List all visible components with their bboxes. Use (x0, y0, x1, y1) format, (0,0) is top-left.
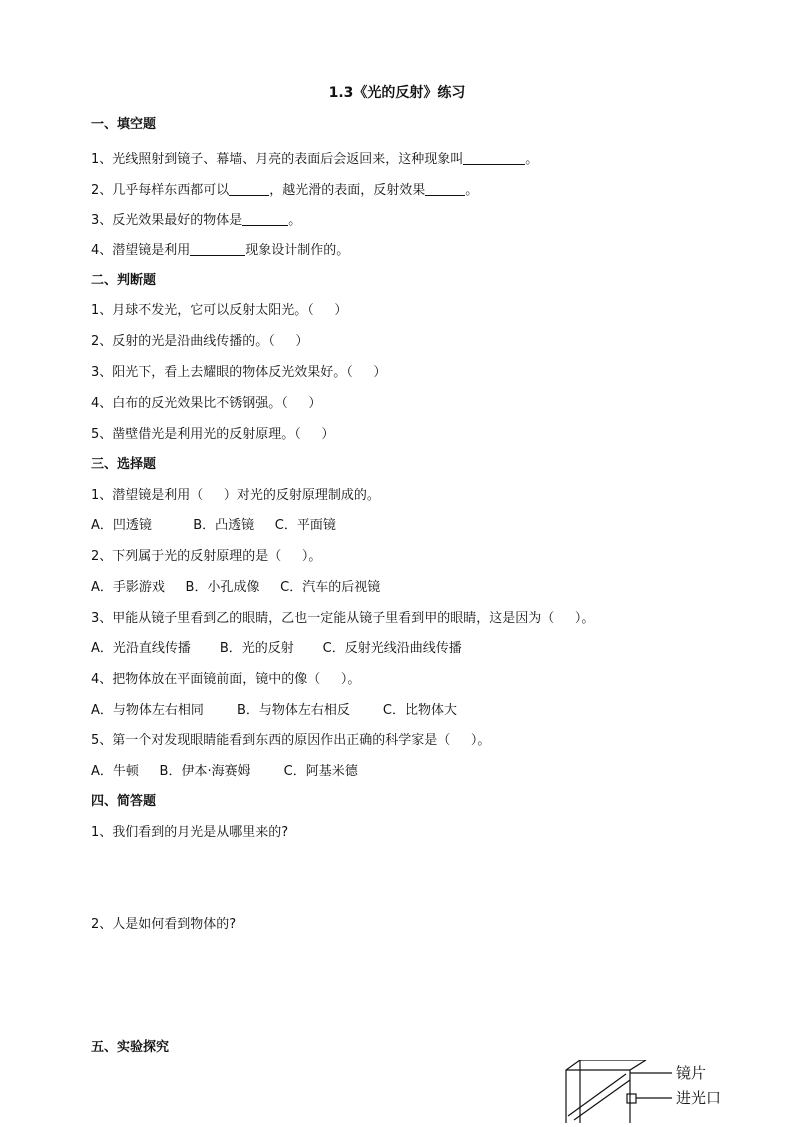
section-choice: 三、选择题 (91, 457, 157, 472)
inlet-label: 进光口 (676, 1089, 722, 1107)
fill-q2-blank-2[interactable] (425, 183, 465, 196)
periscope-mirror-line (568, 1074, 626, 1116)
judge-question: 3、阳光下，看上去耀眼的物体反光效果好。（ ） (91, 365, 387, 380)
periscope-box-corner (630, 1060, 646, 1070)
choice-question: 4、把物体放在平面镜前面，镜中的像（ ）。 (91, 672, 361, 687)
fill-q2-blank-1[interactable] (229, 183, 269, 196)
choice-question: 5、第一个对发现眼睛能看到东西的原因作出正确的科学家是（ ）。 (91, 733, 491, 748)
section-fill: 一、填空题 (91, 117, 157, 132)
choice-question: 3、甲能从镜子里看到乙的眼睛，乙也一定能从镜子里看到甲的眼睛，这是因为（ ）。 (91, 611, 595, 626)
periscope-drawing (560, 1060, 794, 1123)
choice-options: A．与物体左右相同 B．与物体左右相反 C．比物体大 (91, 703, 458, 718)
fill-question-1 (91, 152, 538, 168)
fill-q3-end: 。 (288, 213, 302, 228)
periscope-figure (560, 1060, 794, 1123)
choice-question: 2、下列属于光的反射原理的是（ ）。 (91, 549, 322, 564)
fill-q2-mid: ，越光滑的表面，反射效果 (269, 183, 426, 198)
light-inlet-square (627, 1094, 636, 1103)
choice-options: A．牛顿 B．伊本·海赛姆 C．阿基米德 (91, 764, 358, 779)
section-experiment: 五、实验探究 (91, 1040, 170, 1055)
judge-question: 1、月球不发光，它可以反射太阳光。（ ） (91, 303, 348, 318)
page-title: 1.3《光的反射》练习 (328, 85, 466, 101)
section-judge: 二、判断题 (91, 273, 157, 288)
fill-q2-text: 2、几乎每样东西都可以 (91, 183, 230, 198)
fill-q4-end: 现象设计制作的。 (245, 243, 350, 258)
judge-question: 5、凿壁借光是利用光的反射原理。（ ） (91, 427, 335, 442)
choice-question: 1、潜望镜是利用（ ）对光的反射原理制成的。 (91, 488, 380, 503)
choice-options: A．手影游戏 B．小孔成像 C．汽车的后视镜 (91, 580, 381, 595)
short-question: 1、我们看到的月光是从哪里来的? (91, 825, 289, 840)
section-short: 四、简答题 (91, 794, 157, 809)
choice-options: A．凹透镜 B．凸透镜 C．平面镜 (91, 518, 336, 533)
lens-label: 镜片 (676, 1064, 707, 1082)
short-question: 2、人是如何看到物体的? (91, 917, 237, 932)
fill-question-4 (91, 243, 349, 259)
fill-question-2 (91, 183, 478, 199)
fill-q1-blank[interactable] (463, 152, 525, 165)
fill-q2-end: 。 (465, 183, 479, 198)
fill-q1-end: 。 (525, 152, 539, 167)
judge-question: 2、反射的光是沿曲线传播的。（ ） (91, 334, 309, 349)
fill-q1-text: 1、光线照射到镜子、幕墙、月亮的表面后会返回来，这种现象叫 (91, 152, 464, 167)
fill-q3-blank[interactable] (242, 213, 288, 226)
choice-options: A．光沿直线传播 B．光的反射 C．反射光线沿曲线传播 (91, 641, 462, 656)
fill-question-3 (91, 213, 301, 229)
fill-q3-text: 3、反光效果最好的物体是 (91, 213, 243, 228)
fill-q4-text: 4、潜望镜是利用 (91, 243, 191, 258)
periscope-mirror-line-2 (574, 1080, 630, 1120)
judge-question: 4、白布的反光效果比不锈钢强。（ ） (91, 396, 322, 411)
fill-q4-blank[interactable] (190, 243, 245, 256)
